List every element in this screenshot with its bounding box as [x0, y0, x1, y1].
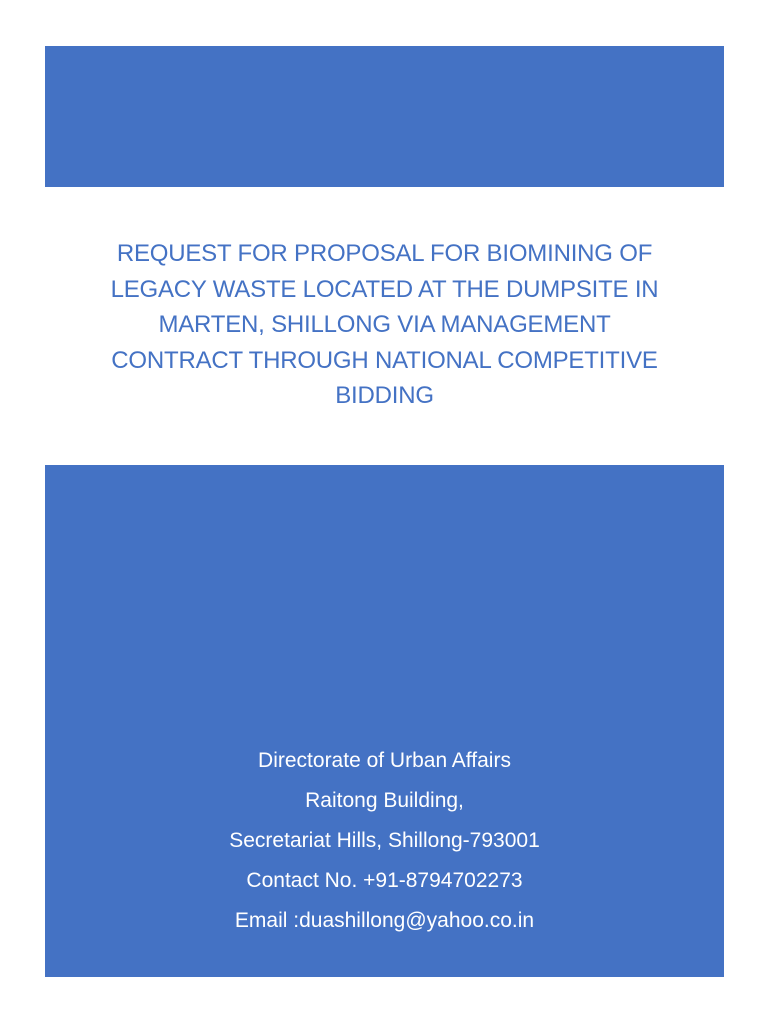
title-line: REQUEST FOR PROPOSAL FOR BIOMINING OF: [116, 240, 653, 267]
email-address: Email :duashillong@yahoo.co.in: [234, 909, 535, 932]
title-line: MARTEN, SHILLONG VIA MANAGEMENT: [158, 311, 611, 338]
top-banner: [45, 46, 724, 187]
title-line: BIDDING: [335, 382, 434, 409]
contact-number: Contact No. +91-8794702273: [246, 869, 523, 892]
document-title: [45, 236, 724, 414]
organization-name: Directorate of Urban Affairs: [258, 749, 511, 772]
building-name: Raitong Building,: [305, 789, 464, 812]
bottom-banner: [45, 465, 724, 977]
address-block: [45, 741, 724, 941]
title-line: LEGACY WASTE LOCATED AT THE DUMPSITE IN: [110, 275, 659, 303]
title-line: CONTRACT THROUGH NATIONAL COMPETITIVE: [111, 346, 658, 374]
locality: Secretariat Hills, Shillong-793001: [229, 829, 540, 852]
